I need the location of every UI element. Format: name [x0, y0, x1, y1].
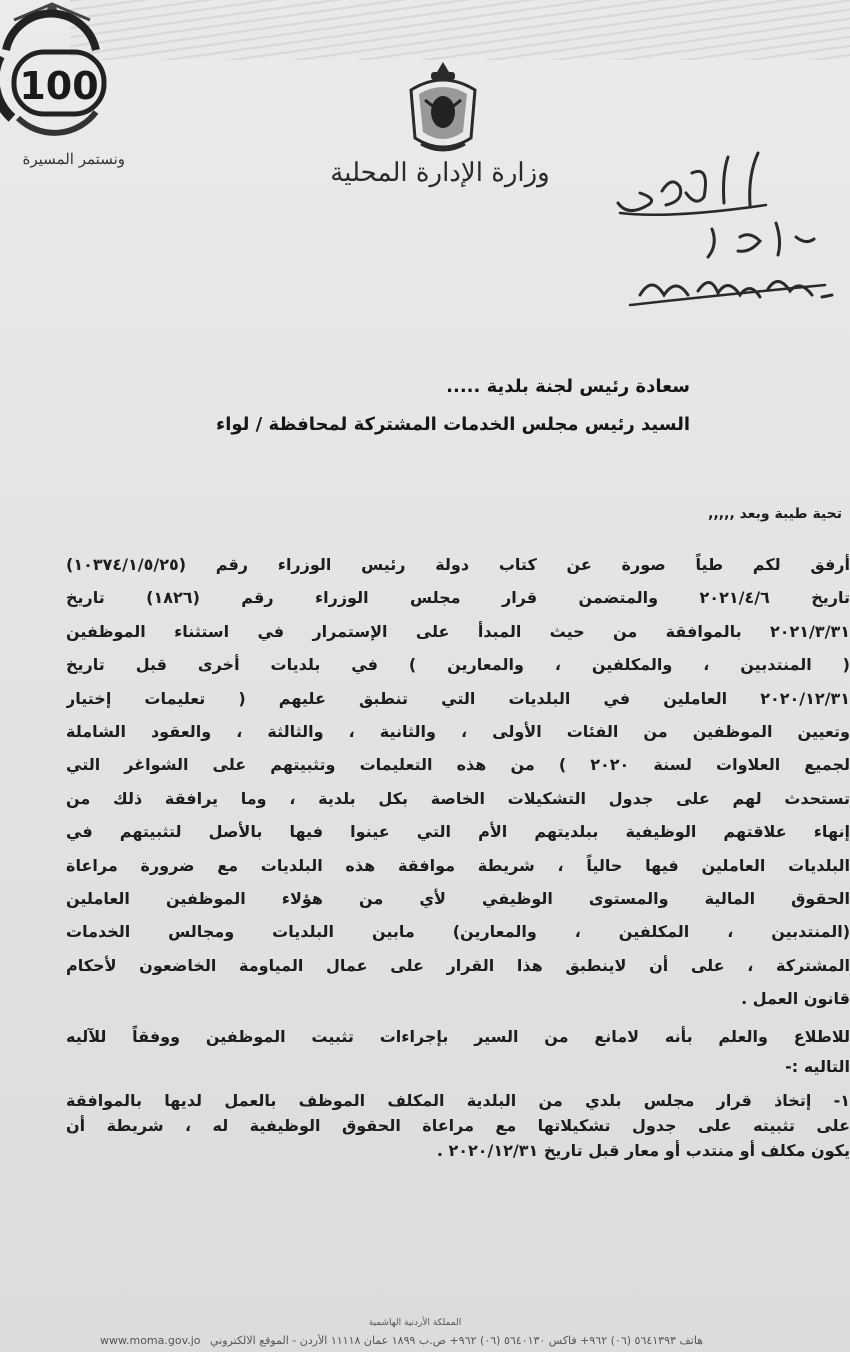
body-line: الحقوق المالية والمستوى الوظيفي لأي من هؤلاء الموظفين العاملين — [66, 888, 850, 908]
body-line: ٢٠٢٠/١٢/٣١ العاملين في البلديات التي تنطبق عليهم ( تعليمات إختيار — [66, 688, 850, 708]
centennial-caption: ونستمر المسيرة — [22, 150, 125, 168]
coat-of-arms-icon — [405, 60, 481, 158]
addressee-council: السيد رئيس مجلس الخدمات المشتركة لمحافظة / لواء — [216, 414, 690, 435]
body-line: أرفق لكم طياً صورة عن كتاب دولة رئيس الوزراء رقم (١٠٣٧٤/١/٥/٢٥) — [66, 555, 850, 574]
step-line: ١- إتخاذ قرار مجلس بلدي من البلدية المكلف الموظف بالعمل لديها بالموافقة — [66, 1091, 850, 1110]
body-line: تستحدث لهم على جدول التشكيلات الخاصة بكل بلدية ، وما يرافقة ذلك من — [66, 788, 850, 808]
footer-website[interactable]: www.moma.gov.jo — [100, 1334, 201, 1347]
body-paragraph — [66, 548, 850, 1015]
step-line: يكون مكلف أو منتدب أو معار قبل تاريخ ٢٠٢٠/١٢/٣١ . — [436, 1141, 850, 1160]
centennial-emblem-icon — [0, 0, 112, 140]
body-line: البلديات العاملين فيها حالياً ، شريطة موافقة هذه البلديات مع ضرورة مراعاة — [66, 855, 850, 875]
handwritten-reference — [600, 145, 850, 330]
body-line: إنهاء علاقتهم الوظيفية ببلديتهم الأم التي عينوا فيها بالأصل لتثبيتهم في — [66, 822, 850, 842]
footer-contact-details: هاتف ٥٦٤١٣٩٣ (٠٦) ٩٦٢+ فاكس ٥٦٤٠١٣٠ (٠٦) ٩٦٢+ ص.ب ١٨٩٩ عمان ١١١١٨ الأردن - الموقع الالكتروني — [210, 1334, 704, 1347]
body-line: قانون العمل . — [741, 989, 850, 1009]
footer-emblem-text: المملكة الأردنية الهاشمية — [368, 1318, 462, 1328]
footer-contact — [100, 1334, 850, 1347]
body-line: المشتركة ، على أن لاينطبق هذا القرار على عمال المياومة الخاضعون لأحكام — [66, 955, 850, 975]
body-line: وتعيين الموظفين من الفئات الأولى ، والثانية ، والثالثة ، والعقود الشاملة — [66, 721, 850, 741]
body-line: ٢٠٢١/٣/٣١ بالموافقة من حيث المبدأ على الإستمرار في استثناء الموظفين — [66, 621, 850, 641]
body-line: (المنتدبين ، المكلفين ، والمعارين) مابين البلديات ومجالس الخدمات — [66, 922, 850, 942]
greeting: تحية طيبة وبعد ,,,,, — [708, 506, 842, 522]
notice-line: للاطلاع والعلم بأنه لامانع من السير بإجراءات تثبيت الموظفين ووفقاً للآليه — [66, 1027, 850, 1046]
ministry-name: وزارة الإدارة المحلية — [330, 158, 550, 188]
notice-paragraph — [66, 1022, 850, 1082]
addressee-municipality: سعادة رئيس لجنة بلدية ..... — [446, 376, 690, 397]
body-line: تاريخ ٢٠٢١/٤/٦ والمتضمن قرار مجلس الوزراء رقم (١٨٢٦) تاريخ — [66, 588, 850, 608]
steps-list — [66, 1088, 850, 1163]
notice-line: التاليه :- — [785, 1057, 850, 1076]
centennial-number: 100 — [19, 64, 99, 108]
step-line: على تثبيته على جدول تشكيلاتها مع مراعاة الحقوق الوظيفية له ، شريطة أن — [66, 1116, 850, 1135]
body-line: ( المنتدبين ، والمكلفين ، والمعارين ) في بلديات أخرى قبل تاريخ — [66, 655, 850, 675]
body-line: لجميع العلاوات لسنة ٢٠٢٠ ) من هذه التعليمات وتثبيتهم على الشواغر التي — [66, 755, 850, 775]
scan-shadow — [70, 0, 850, 60]
